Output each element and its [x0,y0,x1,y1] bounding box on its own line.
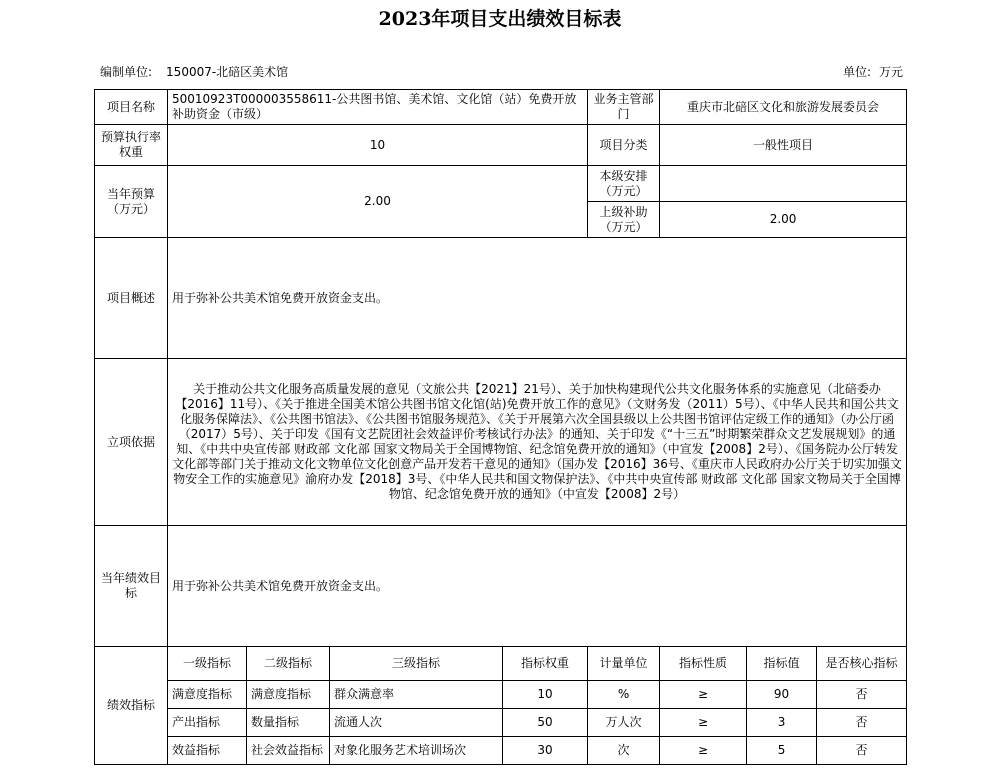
cell-weight: 30 [503,737,588,765]
basis-label: 立项依据 [95,359,168,526]
cell-weight: 10 [503,681,588,709]
category-label: 项目分类 [588,125,660,166]
cell-unit: % [588,681,660,709]
cell-value: 90 [747,681,817,709]
weight-label: 预算执行率权重 [95,125,168,166]
org-value: 150007-北碚区美术馆 [166,65,289,79]
unit-info [843,63,903,80]
cell-value: 3 [747,709,817,737]
header-core: 是否核心指标 [817,647,907,681]
performance-table [94,89,907,765]
cell-weight: 50 [503,709,588,737]
unit-label: 单位: [842,65,871,79]
cell-level2: 数量指标 [247,709,330,737]
overview-row [95,238,907,359]
cell-value: 5 [747,737,817,765]
budget-label: 当年预算（万元） [95,166,168,238]
cell-core: 否 [817,737,907,765]
dept-label: 业务主管部门 [588,90,660,125]
goal-label: 当年绩效目标 [95,526,168,647]
overview-value: 用于弥补公共美术馆免费开放资金支出。 [168,238,907,359]
cell-core: 否 [817,681,907,709]
upper-label: 上级补助（万元） [588,202,660,238]
cell-level1: 产出指标 [168,709,247,737]
cell-level3: 群众满意率 [330,681,503,709]
project-name-label: 项目名称 [95,90,168,125]
overview-label: 项目概述 [95,238,168,359]
cell-nature: ≥ [660,737,747,765]
table-row [95,709,907,737]
local-label: 本级安排（万元） [588,166,660,202]
project-name-value: 50010923T000003558611-公共图书馆、美术馆、文化馆（站）免费开放补助资金（市级） [168,90,588,125]
org-info [100,63,302,80]
table-row [95,737,907,765]
category-value: 一般性项目 [660,125,907,166]
indicators-label: 绩效指标 [95,647,168,765]
budget-value: 2.00 [168,166,588,238]
project-name-row [95,90,907,125]
upper-value: 2.00 [660,202,907,238]
header-nature: 指标性质 [660,647,747,681]
basis-value: 关于推动公共文化服务高质量发展的意见（文旅公共【2021】21号）、关于加快构建现代公共文化服务体系的实施意见（北碚委办【2016】11号）、《关于推进全国美术馆公共图书馆文化馆(站)免费开放工作的意见》（文财务发（2011）5号）、《中华人民共和国公共文化服务保障法》、《公共图书馆法》、《公共图书馆服务规范》、《关于开展第六次全国县级以上公共图书馆评估定级工作的通知》（办公厅函（2017）5号）、关于印发《国有文艺院团社会效益评价考核试行办法》的通知、关于印发《“十三五”时期繁荣群众文艺发展规划》的通知、《中共中央宣传部 财政部 文化部 国家文物局关于全国博物馆、纪念馆免费开放的通知》（中宣发【2008】2号）、《国务院办公厅转发文化部等部门关于推动文化文物单位文化创意产品开发若干意见的通知》（国办发【2016】36号、《重庆市人民政府办公厅关于切实加强文物安全工作的实施意见》渝府办发【2018】3号、《中华人民共和国文物保护法》、《中共中央宣传部 财政部 文化部 国家文物局关于全国博物馆、纪念馆免费开放的通知》（中宣发【2008】2号） [168,359,907,526]
goal-value: 用于弥补公共美术馆免费开放资金支出。 [168,526,907,647]
cell-nature: ≥ [660,681,747,709]
unit-value: 万元 [878,65,903,79]
cell-core: 否 [817,709,907,737]
budget-row-1 [95,166,907,202]
header-level1: 一级指标 [168,647,247,681]
cell-level1: 满意度指标 [168,681,247,709]
local-value [660,166,907,202]
header-level2: 二级指标 [247,647,330,681]
indicator-header-row [95,647,907,681]
dept-value: 重庆市北碚区文化和旅游发展委员会 [660,90,907,125]
cell-level3: 流通人次 [330,709,503,737]
basis-row [95,359,907,526]
cell-level2: 社会效益指标 [247,737,330,765]
cell-level2: 满意度指标 [247,681,330,709]
goal-row [95,526,907,647]
table-row [95,681,907,709]
header-unit: 计量单位 [588,647,660,681]
cell-level1: 效益指标 [168,737,247,765]
cell-unit: 万人次 [588,709,660,737]
weight-value: 10 [168,125,588,166]
weight-row [95,125,907,166]
header-value: 指标值 [747,647,817,681]
cell-nature: ≥ [660,709,747,737]
header-weight: 指标权重 [503,647,588,681]
cell-level3: 对象化服务艺术培训场次 [330,737,503,765]
header-level3: 三级指标 [330,647,503,681]
org-label: 编制单位: [100,65,153,79]
page-title: 2023年项目支出绩效目标表 [378,8,622,30]
cell-unit: 次 [588,737,660,765]
